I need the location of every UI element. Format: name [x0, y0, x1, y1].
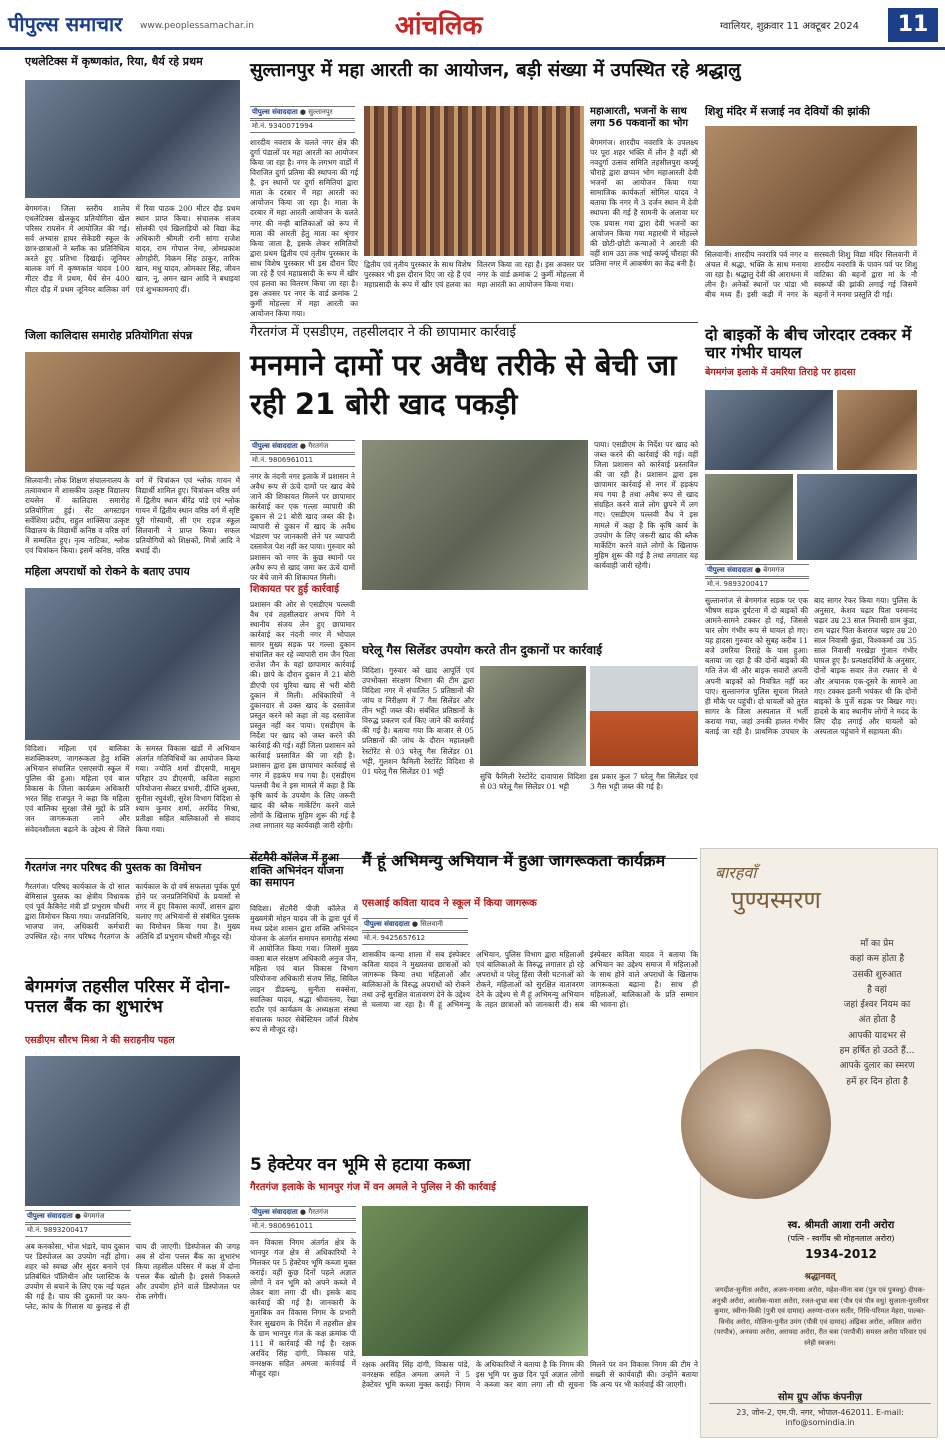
kicker: गैरतगंज में एसडीएम, तहसीलदार ने की छापामार कार्रवाई — [250, 325, 516, 340]
brand-logo: पीपुल्स समाचार — [8, 12, 123, 36]
photo — [362, 440, 588, 590]
mobile: मो.नं. 9806961011 — [250, 1220, 356, 1233]
story-women-crime — [25, 566, 240, 858]
headline: सुल्तानपुर में महा आरती का आयोजन, बड़ी संख्या में उपस्थित रहे श्रद्धालु — [250, 60, 741, 81]
subhead: शिकायत पर हुई कार्रवाई — [250, 584, 340, 595]
story-jhanki — [705, 106, 917, 322]
byline: पीपुल्स संवाददाता ● सुल्तानपुर — [250, 106, 355, 119]
photo-2 — [590, 666, 698, 766]
body: विदिशा। गुरुवार को खाद आपूर्ति एवं उपभोक्ता संरक्षण विभाग की टीम द्वारा विदिशा नगर में संचालित 5 प्रतिष्ठानों की जांच व निरीक्षण में 7 गैस सिलेंडर और तीन भट्टी जब्त की। संबंधित प्रतिष्ठानों के विरुद्ध प्रकरण दर्ज किए जाने की कार्रवाई की गई है। बताया गया कि बाजार से 05 प्रतिष्ठानों की जांच के दौरान महालक्ष्मी रेस्टोरेंट से 03 घरेलू गैस सिलेंडर 01 भट्टी, गुलशन फैमिली रेस्टोरेंट विदिशा से 01 घरेलू गैस सिलेंडर 01 भट्टी — [362, 666, 474, 776]
section-title: आंचलिक — [395, 11, 483, 41]
headline: महाआरती, भजनों के साथ लगा 56 पकवानों का भोग — [590, 106, 689, 129]
photo — [25, 352, 240, 472]
memorial-address: 23, जोन-2, एम.पी. नगर, भोपाल-462011. E-mail: info@somindia.in — [709, 1403, 931, 1427]
body: गैरतगंज। परिषद कार्यकाल के दो साल बेमिसाल पुस्तक का क्षेत्रीय विधायक एवं पूर्व कैबिनेट मंत्री डॉ प्रभुराम चौधरी द्वारा विमोचन किया गया। जनप्रतिनिधि, भाजपा जन, अधिकारी कर्मचारी उपस्थित रहे। नगर परिषद गैरतगंज के कार्यकाल के दो वर्ष सफलता पूर्वक पूर्ण होने पर जनप्रतिनिधियों के प्रयासों से नगर में हुए विकास कार्यों, शासन द्वारा चलाए गए अभियानों से संबंधित पुस्तक का विमोचन किया गया है। मुख्य अतिथि डॉ प्रभुराम चौधरी मौजूद रहे। — [25, 882, 240, 942]
story-athletics — [25, 56, 240, 326]
headline: 5 हेक्टेयर वन भूमि से हटाया कब्जा — [250, 1155, 471, 1175]
mobile: मो.नं. 9425657612 — [362, 932, 468, 945]
photo — [25, 80, 240, 198]
memorial-title-2: पुण्यस्मरण — [731, 886, 821, 914]
photo-1 — [480, 666, 586, 766]
memorial-name: स्व. श्रीमती आशा रानी अरोरा — [787, 1220, 895, 1231]
body: सिलवानी। शारदीय नवरात्रि पर्व नगर व अंचल में श्रद्धा, भक्ति के साथ मनाया जा रहा है। श्रद्धालु देवी की आराधना में लीन है। अनेकों स्थानों पर पांडा भी बीच मध्य हैं। इसी कड़ी में नगर के सरस्वती शिशु विद्या मंदिर सिलवानी में शारदीय नवरात्रि के पावन पर्व पर शिशु वाटिका की बहनों द्वारा मां के नौ स्वरूपों की झांकी लगाई गई जिसमें बहनों ने मनमा प्रस्तुति दी गई। — [705, 250, 917, 300]
body: बेगमगंज। शारदीय नवरात्रि के उपलक्ष्य पर पूरा शहर भक्ति में लीन है वहीं श्री नवदुर्गा उत्सव समिति तहसीलपुरा कर्फ्यू चौराहे द्वारा छप्पन भोग महाआरती देवी भजनों का आयोजन किया गया सामाजिक कार्यकर्ता सोमिल यादव ने बताया कि नगर में 3 दर्जन स्थान में देवी स्थापना की गई है सामनी के अलावा घर एक प्रयास गया द्वारा देवी भजनों का आयोजन किया गया महारथी में मोहल्ले की छोटी-छोटी कन्याओं ने आरती की वहीं शाम उठा तक भाई कर्फ्यू चौराहा की प्रतिमा नगर में आकर्षण का केंद्र बनी है। — [590, 138, 698, 268]
byline: पीपुल्स संवाददाता ● गैरतगंज — [250, 1206, 356, 1219]
body: विदिशा। महिला एवं बालिका सशक्तिकरण, जागरूकता हेतु शक्ति अभियान संचालित एसएसपी स्कूल में पुलिस की हुआ। महिला एवं बाल विकास के जिला कार्यक्रम अधिकारी भरत सिंह राजपूत ने कहा कि महिला एवं बालिका सुरक्षा जैसे मुद्दों के प्रति जन जागरूकता लाने और संवेदनशीलता बढ़ाने के उद्देश्य से जिले के समस्त विकास खंडों में अभियान अंतर्गत गतिविधियों का आयोजन किया गया। ज्योति शर्मा डीएसपी, मासूम परिहार उप डीएसपी, कविता सहारा परियोजना सेक्टर प्रभारी, दीप्ति शुक्ला, सुनीता रघुवंशी, सुरेश विभाग विदिशा से श्याम कुमार शर्मा, अरविंद मिश्रा, प्रतीक्षा सहित बालिकाओं से संवाद किया गया। — [25, 744, 240, 834]
memorial-years: 1934-2012 — [805, 1247, 877, 1261]
story-accident — [705, 326, 917, 841]
caption-2: इस प्रकार कुल 7 घरेलू गैस सिलेंडर एवं 3 गैस भट्टी जब्त की गई है। — [590, 772, 698, 792]
headline: बेगमगंज तहसील परिसर में दोना-पत्तल बैंक का शुभारंभ — [25, 977, 231, 1017]
headline: शिशु मंदिर में सजाई नव देवियों की झांकी — [705, 105, 870, 118]
byline: पीपुल्स संवाददाता ● गैरतगंज — [250, 440, 355, 453]
memorial-ad — [700, 848, 938, 1438]
headline: मनमाने दामों पर अवैध तरीके से बेची जा रही 21 बोरी खाद पकड़ी — [250, 348, 677, 422]
headline: दो बाइकों के बीच जोरदार टक्कर में चार गंभीर घायल — [705, 325, 912, 363]
photo — [25, 1056, 240, 1206]
dateline: ग्वालियर, शुक्रवार 11 अक्टूबर 2024 — [720, 21, 859, 32]
memorial-portrait — [681, 1049, 831, 1199]
body-continued: रक्षक अरविंद सिंह दांगी, विकास पांडे, वनरक्षक सहित अमला अमले ने 5 हेक्टेयर भूमि कब्जा मुक्त कराई। निगम के अधिकारियों ने बताया है कि निगम की इस भूमि पर कुछ दिन पूर्व अज्ञात लोगों ने कब्जा कर बाग़ लगा ली थी सूचना मिलने पर वन विकास निगम की टीम ने सख्ती से कार्यवाही की। उन्होंने बताया कि अन्य पर भी कार्रवाई की जाएगी। — [362, 1360, 698, 1390]
headline: एथलेटिक्स में कृष्णकांत, रिया, धैर्य रहे प्रथम — [25, 55, 203, 68]
photo-4 — [797, 474, 917, 560]
body: सिलवानी। लोक शिक्षण संचालनालय के तत्वावधान में शासकीय उत्कृष्ट विद्यालय रायसेन में कालिदास समारोह प्रतियोगिता हुई। सेंट अगस्टाइन सर्वेशिया प्रदीप, राहुल शाक्सिया उत्कृष्ट विद्यालय के विद्यार्थी कनिष्ठ व वरिष्ठ वर्ग में सम्मलित हुए। नृत्य नाटिका, श्लोक एवं चित्रांकन किया। इसमें कनिष्ठ, वरिष्ठ वर्ग में चित्रांकन एवं श्लोक गायन में विद्यार्थी शामिल हुए। चित्रांकन वरिष्ठ वर्ग में द्वितीय स्थान बीरेंद्र पांडे एवं श्लोक गायन में द्वितीय स्थान वरिष्ठ वर्ग में सृष्टि पूरी गोस्वामी, सी एम राइज स्कूल सिलवानी ने प्राप्त किया। सफल प्रतियोगियों को शिक्षकों, मित्रों आदि ने बधाई दी। — [25, 476, 240, 556]
story-kalidas — [25, 330, 240, 566]
body-continued: द्वितीय एवं तृतीय पुरस्कार के साथ विशेष पुरस्कार भी इस दौरान दिए जा रहे हैं एवं महाप्रसादी के रूप में खीर एवं हलवा का वितरण किया जा रहा है। इस अवसर पर नगर के वार्ड क्रमांक 2 कुर्मी मोहल्ला में महा आरती का आयोजन किया गया। — [364, 260, 584, 290]
story-gas — [362, 644, 698, 840]
story-abhimanyu — [362, 852, 698, 1058]
body: विदिशा। सेंटमैरी पीजी कॉलेज में मुख्यमंत्री मोहन यादव जी के द्वारा पूर्व में मध्य प्रदेश शासन द्वारा शक्ति अभिनंदन योजना के अंतर्गत समापन समारोह संस्था में आयोजित किया गया। जिसमें मुख्य वक्ता बाल संरक्षण अधिकारी अनुज जैन, महिला एवं बाल विकास विभाग परियोजना अधिकारी संजय सिंह, सिविल लाइन डीडब्ल्यू, सुनीता सक्सेना, स्वातिका यादव, श्रद्धा श्रीवास्तव, रेखा राठौर एवं कार्यक्रम के अध्यक्षता संस्था संचालक फादर सेबेस्टियन जॉर्ज विशेष रूप से मौजूद रहे। — [250, 904, 358, 1034]
memorial-relation: (पत्नि - स्वर्गीय श्री मोहनलाल अरोरा) — [787, 1234, 895, 1243]
headline: महिला अपराधों को रोकने के बताए उपाय — [25, 565, 190, 578]
kicker: एसडीएम सौरभ मिश्रा ने की सराहनीय पहल — [25, 1035, 175, 1046]
story-shakti — [250, 852, 358, 1058]
mobile: मो.नं. 9340071994 — [250, 120, 355, 133]
photo — [362, 1206, 588, 1356]
body: बेगमगंज। जिला स्तरीय शालेय एथलेटिक्स खेलकूद प्रतियोगिता खेल परिसर रायसेन में आयोजित की गई। सर्व अभ्यास हायर सेकेंडरी स्कूल के छात्र-छात्राओं ने ब्लॉक का प्रतिनिधित्व करते हुए प्रतिभा दिखाई। जूनियर बालक वर्ग में कृष्णकांत यादव 100 मीटर दौड़ में प्रथम, धैर्य सेन 400 मीटर दौड़ में प्रथम जूनियर बालिका वर्ग में रिया पाठक 200 मीटर दौड़ प्रथम स्थान प्राप्त किया। संचालक संजय सोलंकी एवं खिलाड़ियों को विद्या केंद्र अधिकारी श्रीमती रानी सांगा राजेश यादव, राम गोपाल नेमा, ओमप्रकाश ओगहोरी, विक्रम सिंह ठाकुर, तारिक खान, मधु यादव, ओमकार सिंह, जीवन खान, नू, अमन खान आदि ने बधाइयां एवं शुभकामनाएं दीं। — [25, 204, 240, 294]
story-book — [25, 862, 240, 974]
photo — [25, 588, 240, 740]
byline: पीपुल्स संवाददाता ● सिलवानी — [362, 918, 468, 931]
divider — [250, 322, 698, 323]
kicker: बेगमगंज इलाके में उमरिया तिराहे पर हादसा — [705, 367, 856, 378]
story-bhog — [590, 106, 698, 322]
memorial-poem: माँ का प्रेम कहां कम होता है उसकी शुरुआत है वहां जहां ईश्वर नियम का अंत होता है आपकी यादभर से हम हर्षित हो उठते हैं... आपके दुलार का स्मरण हमें हर दिन होता है — [839, 939, 915, 1087]
photo — [705, 126, 917, 246]
memorial-grief-label: श्रद्धानवत् — [804, 1272, 836, 1282]
masthead — [0, 0, 945, 50]
photo-2 — [837, 390, 917, 470]
body: शासकीय कन्या शाला में सब इंस्पेक्टर कविता यादव ने मुख्यतया छात्राओं को जागरूक किया तथा महिलाओं और बालिकाओं के विरुद्ध अपराधों को रोकने तथा उन्हें सुरक्षित वातावरण देने के उद्देश्य से चलाया जा रहा है। मैं हूं अभिमन्यु अभियान, पुलिस विभाग द्वारा महिलाओं एवं बालिकाओं के विरुद्ध लगातार हो रहे अपराधों व परेलू हिंसा जैसी घटनाओं को रोकने, महिलाओं को सुरक्षित वातावरण देने के उद्देश्य से मैं हूं अभिमन्यु अभियान के तहत छात्राओं को जानकारी दी। सब इंस्पेक्टर कविता यादव ने बताया कि अभियान का उद्देश्य समाज में महिलाओं के साथ होने वाले अपराधों के खिलाफ जागरूकता बढ़ाना है। साथ ही महिलाओं, बालिकाओं के प्रति सम्मान की भावना हो। — [362, 950, 698, 1010]
body: नगर के नंदनी नगर इलाके में प्रशासन ने अवैध रूप से ऊंचे दामों पर खाद बेचे जाने की शिकायत मिलने पर छापामार कार्रवाई कर एक गल्ला व्यापारी की दुकान से 21 बोरी खाद जब्त की है। व्यापारी से दुकान में खाद के अवैध भंडारण पर जानकारी लेने पर व्यापारी दस्तावेज पेश नहीं कर पाया। गुरुवार को प्रशासन को नगर के कुछ स्थानों पर अवैध रूप से खाद जमा कर ऊंचे दामों पर बेचे जाने की शिकायत मिली। — [250, 472, 355, 582]
kicker: गैरतगंज इलाके के भानपुर गंज में वन अमले ने पुलिस ने की कार्रवाई — [250, 1182, 496, 1193]
body: अब कनकोसा, भोज भंडारे, चाय दुकान पर डिस्पोजल का उपयोग नहीं होगा। शहर को स्वच्छ और सुंदर बनाने एवं प्रतिबंधित पॉलिथीन और प्लास्टिक के उपयोग से बचाने के लिए एक नई पहल की गई है। चाय की दुकानों पर कप-प्लेट, कांच के गिलास या कुल्हड़ से ही चाय दी जाएगी। डिस्पोजल की जगह अब से दोना पत्तल बैंक का शुभारंभ किया तहसील परिसर में कक्ष में दोना पत्तल बैंक खोली है। इससे निकलते और उपयोग होने वाले डिस्पोजल पर रोक लगेगी। — [25, 1242, 240, 1312]
body: सुल्तानगंज से बेगमगंज सड़क पर एक भीषण सड़क दुर्घटना में दो बाइकों की आमने-सामने टक्कर हो गई, जिससे चार लोग गंभीर रूप से घायल हो गए। यह हादसा गुरुवार को सुबह करीब 11 बजे उमरिया तिराहे के पास हुआ। बताया जा रहा है की दोनों बाइकों की गति तेज थी और बाइक सवारों अपनी अपनी बाइकों को नियंत्रित नहीं कर पाए। सुल्तानगंज पुलिस सूचना मिलते ही मौके पर पहुंची। दो घायलों को तुरंत सागर के जिला अस्पताल में भर्ती कराया गया, जहां उनकी हालत गंभीर बताई जा रही है। प्राथमिक उपचार के बाद सागर रेफर किया गया। पुलिस के अनुसार, केशव चढ़ार पिता परमानंद चढ़ार उम्र 23 साल निवासी ग्राम कुंडा, राम चढ़ार पिता केशराज चढ़ार उम्र 20 साल निवासी कुंडा, विश्वकर्मा उम्र 35 साल निवासी मरखेड़ा गुंजान गंभीर घायल हुए हैं। प्रत्यक्षदर्शियों के अनुसार, दोनों बाइक सवार तेज रफ्तार से थे और अचानक एक-दूसरे के सामने आ गए। टक्कर इतनी भयंकर थी कि दोनों बाइकों के पुर्जे सड़क पर बिखर गए। हादसे के बाद स्थानीय लोगों ने मदद के लिए दौड़ लगाई और घायलों को अस्पताल पहुंचाने में सहायता की। — [705, 596, 917, 736]
body: शारदीय नवरात्र के चलते नगर क्षेत्र की दुर्गा पंडालों पर महा आरती का आयोजन किया जा रहा है। नगर के लगभग वार्डों में विराजित दुर्गा प्रतिमा की स्थापना की गई है, इन स्थानों पर दुर्गा समितियां द्वारा माता के दरबार में महा आरती का आयोजन किया जा रहा है। माता के दरबार में महा आरती आयोजन के चलते नगर की नन्ही बालिकाओं को रूप में माता की आरती हेतु माता का श्रृंगार किया जाता है, इसके लेकर समितियों द्वारा प्रथम द्वितीय एवं तृतीय पुरस्कार के साथ विशेष पुरस्कार भी इस दौरान दिए जा रहे हैं एवं महाप्रसादी के रूप में खीर एवं हलवा का वितरण किया जा रहा है। इस अवसर पर नगर के वार्ड क्रमांक 2 कुर्मी मोहल्ला में महा आरती का आयोजन किया गया। — [250, 138, 358, 319]
byline: पीपुल्स संवाददाता ● बेगमगंज — [25, 1210, 131, 1223]
mobile: मो.नं. 9806961011 — [250, 454, 355, 467]
headline: सेंटमैरी कॉलेज में हुआ शक्ति अभिनंदन योजना का समापन — [250, 851, 344, 890]
mobile: मो.नं. 9893200417 — [25, 1224, 131, 1237]
byline: पीपुल्स संवाददाता ● बेगमगंज — [705, 564, 809, 577]
caption-1: सुचि फैमिली रेस्टोरेंट दावापास विदिशा से 03 घरेलू गैस सिलेंडर 01 भट्टी — [480, 772, 586, 792]
body: वन विकास निगम अंतर्गत क्षेत्र के भानपुर गंज क्षेत्र से अधिकारियों ने मिलकर पर 5 हेक्टेयर भूमि कब्जा मुक्त कराई। वहीं कुछ दिनों पहले अज्ञात लोगों ने वन भूमि को अपने कब्जे में लेकर बाग़ लगा दी थी। इसके बाद कार्रवाई की गई है। जानकारी के मुताबिक वन विकास निगम के प्रभारी रेंजर सुखराम के निर्देश में तहसील क्षेत्र के ग्राम भानपुर गंज के कक्ष क्रमांक पी 111 में कार्रवाई की गई है। रक्षक अरविंद सिंह दांगी, विकास पांडे, वनरक्षक सहित अमला कार्रवाई में मौजूद रहा। — [250, 1238, 356, 1378]
memorial-company: सोम ग्रुप ऑफ कंपनीज़ — [778, 1392, 862, 1403]
photo — [364, 106, 584, 256]
photo-3 — [705, 474, 793, 560]
memorial-title-1: बारहवाँ — [715, 863, 757, 882]
body-2: प्रशासन की ओर से एसडीएम पल्लवी वैध एवं तहसीलदार अभय पिंगे ने स्थानीय संजय लेन हुए छापामार कार्रवाई कर नंदनी नगर में भोपाल सागर मुख्य सड़क पर गल्ला दुकान संचालित कर रहे व्यापारी राम जैन पिता राजेश जैन के यहां छापामार कार्रवाई की। छापे के दौरान दुकान में 21 बोरी डीएपी एवं यूरिया खाद से भरी बोरी दुकान में मिली। अधिकारियों ने दुकानदार से उक्त खाद के दस्तावेज प्रस्तुत करने को कहा तो वह दस्तावेज प्रस्तुत नहीं कर पाया। एसडीएम के निर्देश पर खाद को जब्त करने की कार्रवाई की गई। वहीं जिला प्रशासन को कार्रवाई प्रस्तावित की जा रही है। प्रशासन द्वारा इस छापामार कार्रवाई से नगर में हड़कंप मच गया है। एसडीएम पल्लवी वैध ने इस मामले में कहा है कि कृषि कार्य के उपयोग के लिए जरूरी खाद की ब्लैक मार्केटिंग करने वाले लोगों के खिलाफ मुहिम शुरू की गई है तथा लगातार यह कार्यवाही जारी रहेगी। — [250, 600, 355, 831]
site-url[interactable]: www.peoplessamachar.in — [140, 21, 254, 31]
body-continued: पाया। एसडीएम के निर्देश पर खाद को जब्त करने की कार्रवाई की गई। वहीं जिला प्रशासन को कार्रवाई प्रस्तावित की जा रही है। प्रशासन द्वारा इस छापामार कार्रवाई से नगर में हड़कंप मच गया है तथा अवैध रूप से खाद संग्रहित करने वाले लोग छुपने में लग गए। एसडीएम पल्लवी वैध ने इस मामले में कहा है कि कृषि कार्य के उपयोग के लिए जरूरी खाद की ब्लैक मार्केटिंग करने वाले लोगों के खिलाफ मुहिम शुरू की गई है तथा लगातार यह कार्यवाही जारी रहेगी। — [594, 440, 698, 570]
story-dona-pattal-bank — [25, 978, 240, 1438]
memorial-family: जगदीश-सुनीता अरोरा, अजय-मनासा अरोरा, महेश-मीना बत्रा (पुत्र एवं पुत्रवधु) दीपक-अनुश्री अरोरा, आलोक-याशा अरोरा, रजत-शुभ्रा बत्रा (पौत्र एवं पौत्र वधु) सुजाता-मुरलीधर कुमार, स्वीना-विकी (पुत्री एवं दामाद) अरुणा-राजन सतीर, निधि-परिमल मेहरा, पाल्का-विनोद अरोरा, मोलिना-पुनीत उमंग (पौत्री एवं दामाद) अंद्रिका अरोरा, अविरत अरोरा (परपौत्र), अनवया अरोरा, अरायदा अरोरा, रीत बत्रा (परपौत्री) समस्त अरोरा परिवार एवं स्नेही स्वजन। — [711, 1286, 929, 1347]
photo-1 — [705, 390, 833, 470]
page-number: 11 — [888, 8, 938, 42]
kicker: एसआई कविता यादव ने स्कूल में किया जागरूक — [362, 898, 537, 909]
headline: मैं हूं अभिमन्यु अभियान में हुआ जागरूकता कार्यक्रम — [362, 851, 666, 870]
headline: जिला कालिदास समारोह प्रतियोगिता संपन्न — [25, 329, 193, 342]
headline: घरेलू गैस सिलेंडर उपयोग करते तीन दुकानों पर कार्रवाई — [362, 643, 602, 657]
mobile: मो.नं. 9893200417 — [705, 578, 809, 591]
headline: गैरतगंज नगर परिषद की पुस्तक का विमोचन — [25, 861, 202, 874]
story-forest — [250, 1156, 698, 1438]
